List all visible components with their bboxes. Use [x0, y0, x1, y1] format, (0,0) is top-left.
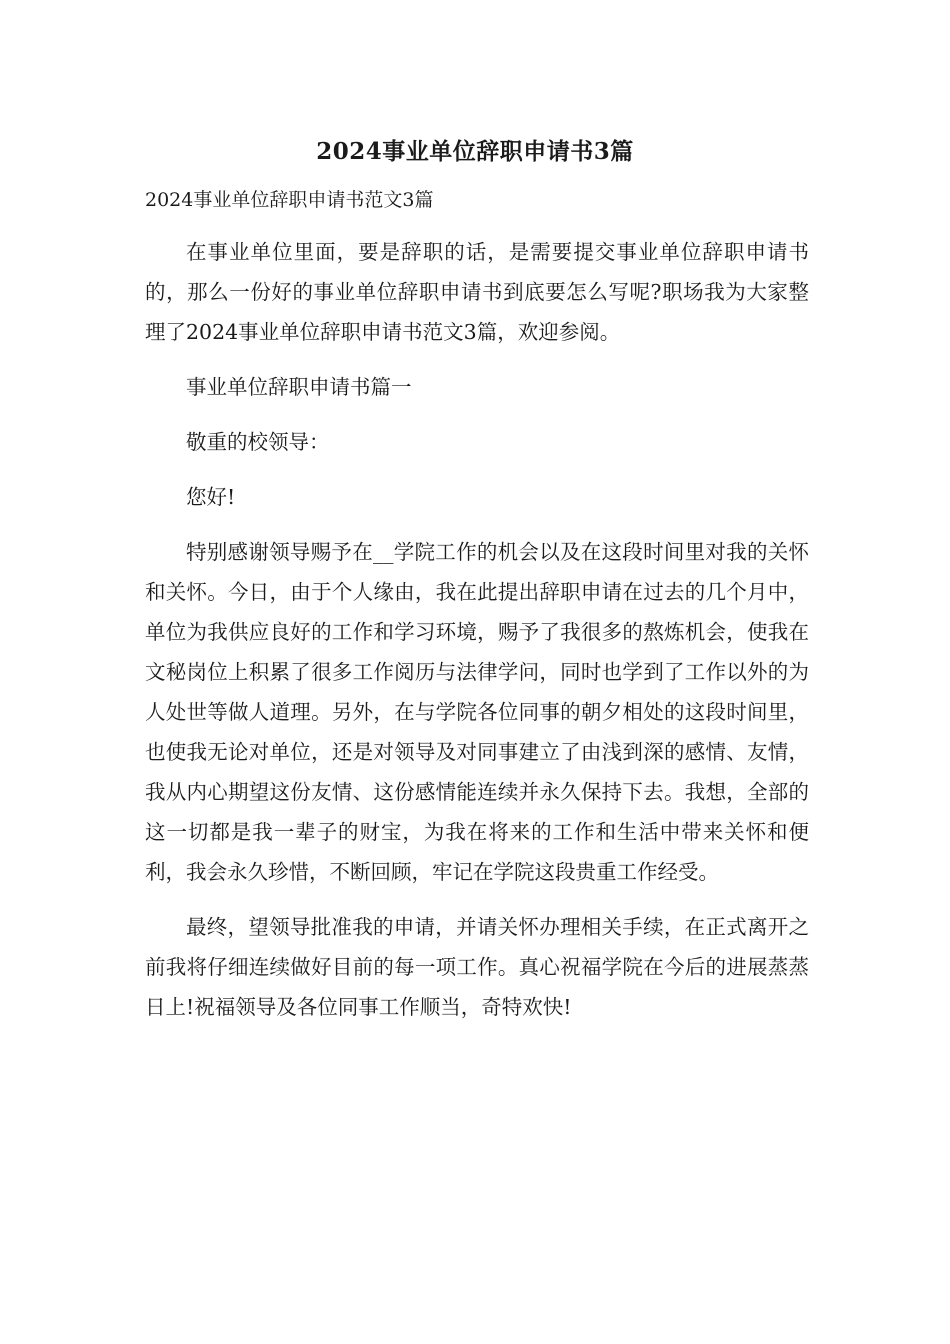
intro-paragraph: 在事业单位里面，要是辞职的话，是需要提交事业单位辞职申请书的，那么一份好的事业单位辞职申请书到底要怎么写呢?职场我为大家整理了2024事业单位辞职申请书范文3篇，欢迎参阅。 [145, 240, 809, 344]
closing-paragraph: 最终，望领导批准我的申请，并请关怀办理相关手续，在正式离开之前我将仔细连续做好目前的每一项工作。真心祝福学院在今后的进展蒸蒸日上!祝福领导及各位同事工作顺当，奇特欢快! [145, 915, 809, 1019]
document-title: 2024事业单位辞职申请书3篇 [316, 138, 634, 165]
document-body [145, 232, 809, 1042]
greeting: 您好! [186, 485, 236, 509]
section-heading: 事业单位辞职申请书篇一 [186, 375, 412, 399]
document-subtitle: 2024事业单位辞职申请书范文3篇 [145, 189, 434, 211]
body-paragraph: 特别感谢领导赐予在__学院工作的机会以及在这段时间里对我的关怀和关怀。今日，由于个人缘由，我在此提出辞职申请在过去的几个月中，单位为我供应良好的工作和学习环境，赐予了我很多的熬炼机会，使我在文秘岗位上积累了很多工作阅历与法律学问，同时也学到了工作以外的为人处世等做人道理。另外，在与学院各位同事的朝夕相处的这段时间里，也使我无论对单位，还是对领导及对同事建立了由浅到深的感情、友情，我从内心期望这份友情、这份感情能连续并永久保持下去。我想，全部的这一切都是我一辈子的财宝，为我在将来的工作和生活中带来关怀和便利，我会永久珍惜，不断回顾，牢记在学院这段贵重工作经受。 [145, 540, 809, 884]
salutation: 敬重的校领导： [186, 430, 330, 454]
